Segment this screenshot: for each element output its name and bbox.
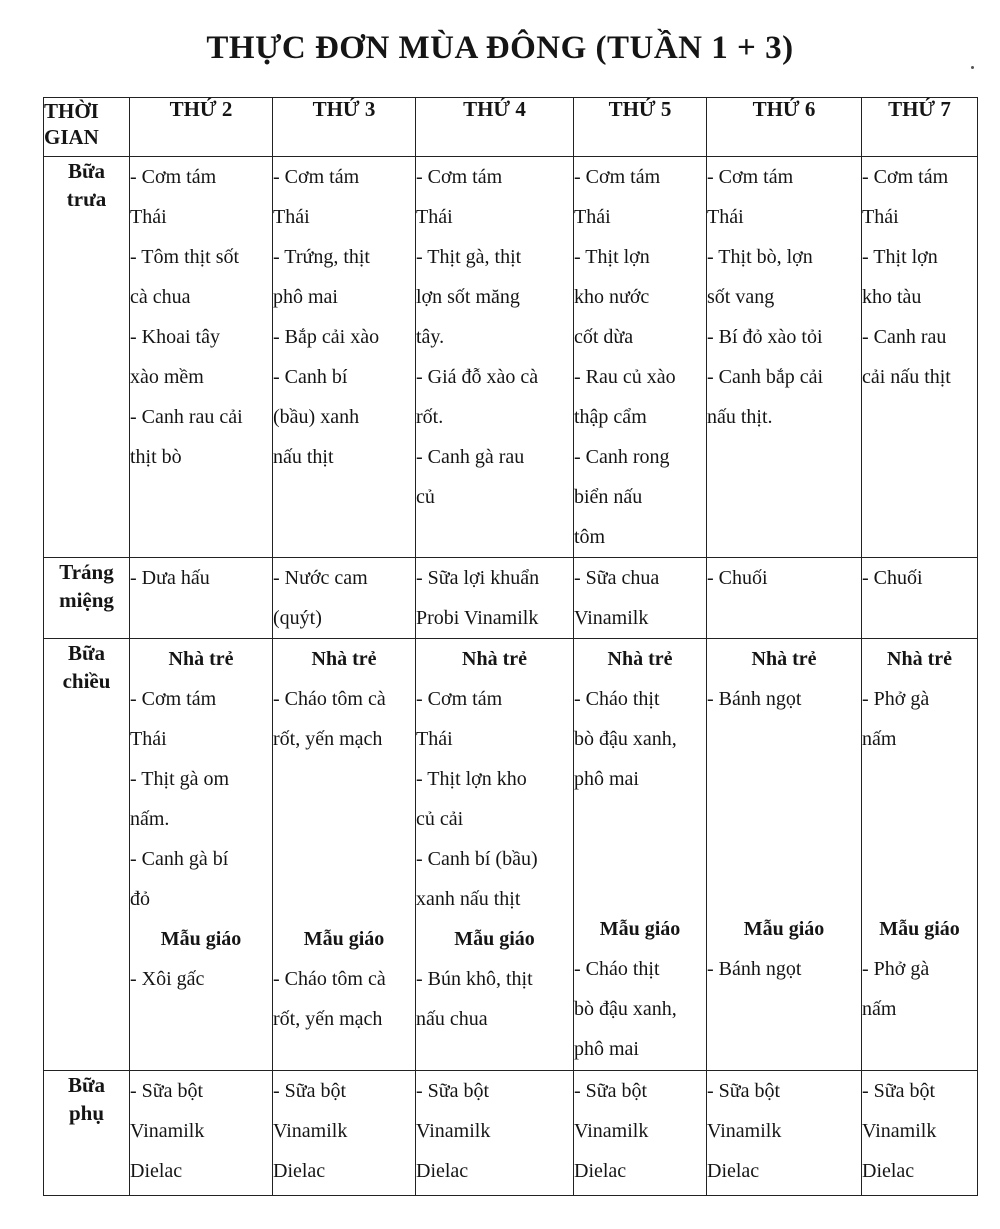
- menu-line: - Rau củ xào: [574, 366, 676, 388]
- menu-line: Thái: [862, 206, 899, 228]
- afternoon-thursday: [574, 639, 707, 1071]
- menu-line: - Khoai tây: [130, 326, 220, 348]
- lunch-thursday: [574, 157, 707, 558]
- menu-line: Vinamilk: [862, 1120, 937, 1142]
- menu-line: - Canh bí (bầu): [416, 848, 538, 870]
- menu-line: - Canh gà rau: [416, 446, 525, 468]
- afternoon-saturday: [862, 639, 978, 1071]
- menu-line: - Canh bí: [273, 366, 348, 388]
- menu-line: Thái: [130, 206, 167, 228]
- header-tuesday: THỨ 3: [273, 98, 416, 157]
- menu-line: Vinamilk: [130, 1120, 205, 1142]
- group-gap: [574, 799, 706, 909]
- menu-line: tây.: [416, 326, 445, 348]
- menu-line: Vinamilk: [707, 1120, 782, 1142]
- menu-line: nấu thịt.: [707, 406, 773, 428]
- menu-line: bò đậu xanh,: [574, 728, 677, 750]
- meal-label-line: chiều: [62, 669, 111, 693]
- menu-line: thịt bò: [130, 446, 182, 468]
- snack-wednesday: [416, 1071, 574, 1196]
- menu-line: (bầu) xanh: [273, 406, 360, 428]
- menu-line: - Canh bắp cải: [707, 366, 824, 388]
- header-wednesday: THỨ 4: [416, 98, 574, 157]
- menu-line: - Sữa bột: [416, 1080, 490, 1102]
- menu-line: (quýt): [273, 607, 322, 629]
- nursery-label: Nhà trẻ: [607, 648, 673, 670]
- menu-line: phô mai: [574, 1038, 639, 1060]
- group-gap: [862, 759, 977, 909]
- menu-line: - Cơm tám: [130, 688, 217, 710]
- group-gap: [273, 759, 415, 919]
- menu-line: Dielac: [707, 1160, 760, 1182]
- lunch-friday: [707, 157, 862, 558]
- menu-line: - Cơm tám: [130, 166, 217, 188]
- menu-line: - Canh rong: [574, 446, 670, 468]
- menu-line: Thái: [273, 206, 310, 228]
- kindergarten-label: Mẫu giáo: [599, 918, 681, 940]
- menu-line: Thái: [130, 728, 167, 750]
- menu-line: rốt, yến mạch: [273, 728, 383, 750]
- row-lunch: [44, 157, 978, 558]
- menu-line: - Cháo tôm cà: [273, 968, 386, 990]
- header-time-line2: GIAN: [44, 125, 99, 149]
- menu-line: - Cơm tám: [273, 166, 360, 188]
- menu-line: - Sữa bột: [862, 1080, 936, 1102]
- menu-line: - Cháo thịt: [574, 958, 660, 980]
- nursery-label: Nhà trẻ: [887, 648, 952, 670]
- header-friday: THỨ 6: [707, 98, 862, 157]
- snack-monday: [130, 1071, 273, 1196]
- nursery-label: Nhà trẻ: [462, 648, 527, 670]
- row-afternoon: [44, 639, 978, 1071]
- menu-line: - Cơm tám: [862, 166, 949, 188]
- header-saturday: THỨ 7: [862, 98, 978, 157]
- menu-line: - Cháo tôm cà: [273, 688, 386, 710]
- menu-line: nấm: [862, 998, 897, 1020]
- menu-line: - Cơm tám: [416, 166, 503, 188]
- menu-line: Dielac: [130, 1160, 183, 1182]
- meal-label-line: Bữa: [67, 641, 106, 665]
- meal-label-line: Bữa: [67, 159, 106, 183]
- menu-line: xào mềm: [130, 366, 204, 388]
- group-gap: [707, 719, 861, 909]
- menu-line: - Thịt lợn: [574, 246, 650, 268]
- menu-line: - Bún khô, thịt: [416, 968, 533, 990]
- menu-line: nấu thịt: [273, 446, 334, 468]
- header-monday: THỨ 2: [130, 98, 273, 157]
- snack-saturday: [862, 1071, 978, 1196]
- menu-line: củ cải: [416, 808, 464, 830]
- menu-line: - Canh rau cải: [130, 406, 243, 428]
- menu-line: Thái: [574, 206, 611, 228]
- menu-line: Thái: [416, 728, 453, 750]
- menu-line: kho tàu: [862, 286, 922, 308]
- meal-label-snack: [44, 1071, 130, 1196]
- snack-thursday: [574, 1071, 707, 1196]
- menu-line: - Sữa chua: [574, 567, 660, 589]
- menu-line: rốt.: [416, 406, 444, 428]
- header-time-line1: THỜI: [44, 99, 99, 123]
- menu-line: - Trứng, thịt: [273, 246, 370, 268]
- scan-speck: [971, 66, 974, 69]
- menu-line: Dielac: [416, 1160, 469, 1182]
- meal-label-line: Bữa: [67, 1073, 106, 1097]
- menu-line: Vinamilk: [416, 1120, 491, 1142]
- menu-line: - Cơm tám: [416, 688, 503, 710]
- menu-line: nấm.: [130, 808, 170, 830]
- menu-line: - Bí đỏ xào tỏi: [707, 326, 823, 348]
- menu-line: phô mai: [574, 768, 639, 790]
- nursery-label: Nhà trẻ: [751, 648, 817, 670]
- dessert-saturday: [862, 558, 978, 639]
- menu-line: đỏ: [130, 888, 150, 910]
- menu-line: - Cháo thịt: [574, 688, 660, 710]
- menu-line: - Bánh ngọt: [707, 688, 802, 710]
- lunch-monday: [130, 157, 273, 558]
- menu-line: nấu chua: [416, 1008, 488, 1030]
- menu-line: - Thịt gà, thịt: [416, 246, 522, 268]
- meal-label-line: trưa: [66, 187, 107, 211]
- meal-label-afternoon: [44, 639, 130, 1071]
- menu-line: - Thịt gà om: [130, 768, 230, 790]
- dessert-monday: [130, 558, 273, 639]
- meal-label-dessert: [44, 558, 130, 639]
- menu-line: bò đậu xanh,: [574, 998, 677, 1020]
- meal-label-line: phụ: [68, 1101, 105, 1125]
- menu-line: - Bánh ngọt: [707, 958, 802, 980]
- nursery-label: Nhà trẻ: [311, 648, 377, 670]
- menu-line: - Thịt lợn kho: [416, 768, 527, 790]
- menu-line: rốt, yến mạch: [273, 1008, 383, 1030]
- menu-line: biển nấu: [574, 486, 643, 508]
- menu-line: Dielac: [862, 1160, 915, 1182]
- menu-line: Thái: [416, 206, 453, 228]
- menu-line: Dielac: [574, 1160, 627, 1182]
- menu-line: Vinamilk: [574, 607, 649, 629]
- afternoon-friday: [707, 639, 862, 1071]
- menu-line: - Dưa hấu: [130, 567, 210, 589]
- meal-label-line: Tráng: [59, 560, 114, 584]
- menu-line: - Chuối: [862, 567, 923, 589]
- kindergarten-label: Mẫu giáo: [743, 918, 825, 940]
- snack-friday: [707, 1071, 862, 1196]
- menu-line: Vinamilk: [273, 1120, 348, 1142]
- menu-line: - Canh rau: [862, 326, 947, 348]
- meal-label-lunch: [44, 157, 130, 558]
- menu-line: Dielac: [273, 1160, 326, 1182]
- menu-line: - Sữa bột: [574, 1080, 648, 1102]
- menu-line: - Bắp cải xào: [273, 326, 380, 348]
- menu-line: cà chua: [130, 286, 191, 308]
- menu-line: Vinamilk: [574, 1120, 649, 1142]
- menu-line: - Nước cam: [273, 567, 368, 589]
- lunch-wednesday: [416, 157, 574, 558]
- menu-line: - Tôm thịt sốt: [130, 246, 240, 268]
- header-thursday: THỨ 5: [574, 98, 707, 157]
- afternoon-wednesday: [416, 639, 574, 1071]
- menu-line: củ: [416, 486, 435, 508]
- menu-line: - Thịt bò, lợn: [707, 246, 813, 268]
- menu-line: kho nước: [574, 286, 650, 308]
- menu-line: sốt vang: [707, 286, 775, 308]
- menu-line: tôm: [574, 526, 606, 548]
- row-snack: [44, 1071, 978, 1196]
- header-time: [44, 98, 130, 157]
- menu-line: - Giá đỗ xào cà: [416, 366, 539, 388]
- nursery-label: Nhà trẻ: [168, 648, 234, 670]
- menu-line: cốt dừa: [574, 326, 634, 348]
- meal-label-line: miệng: [59, 588, 114, 612]
- kindergarten-label: Mẫu giáo: [303, 928, 385, 950]
- page-title: THỰC ĐƠN MÙA ĐÔNG (TUẦN 1 + 3): [206, 30, 794, 66]
- menu-line: nấm: [862, 728, 897, 750]
- lunch-tuesday: [273, 157, 416, 558]
- dessert-tuesday: [273, 558, 416, 639]
- menu-line: - Sữa lợi khuẩn: [416, 567, 540, 589]
- dessert-thursday: [574, 558, 707, 639]
- afternoon-monday: [130, 639, 273, 1071]
- menu-line: - Sữa bột: [707, 1080, 781, 1102]
- snack-tuesday: [273, 1071, 416, 1196]
- kindergarten-label: Mẫu giáo: [454, 928, 535, 950]
- menu-line: - Xôi gấc: [130, 968, 205, 990]
- menu-line: - Phở gà: [862, 958, 930, 980]
- menu-line: - Canh gà bí: [130, 848, 229, 870]
- menu-line: - Phở gà: [862, 688, 930, 710]
- menu-line: lợn sốt măng: [416, 286, 520, 308]
- kindergarten-label: Mẫu giáo: [160, 928, 242, 950]
- menu-line: thập cẩm: [574, 406, 647, 428]
- kindergarten-label: Mẫu giáo: [879, 918, 960, 940]
- menu-line: - Cơm tám: [574, 166, 661, 188]
- row-dessert: [44, 558, 978, 639]
- menu-line: phô mai: [273, 286, 338, 308]
- menu-line: Probi Vinamilk: [416, 607, 539, 629]
- dessert-wednesday: [416, 558, 574, 639]
- lunch-saturday: [862, 157, 978, 558]
- header-row: [44, 98, 978, 157]
- menu-line: - Sữa bột: [130, 1080, 204, 1102]
- menu-line: - Sữa bột: [273, 1080, 347, 1102]
- menu-line: - Cơm tám: [707, 166, 794, 188]
- menu-line: - Chuối: [707, 567, 768, 589]
- menu-table: [43, 97, 978, 1196]
- dessert-friday: [707, 558, 862, 639]
- menu-line: - Thịt lợn: [862, 246, 938, 268]
- afternoon-tuesday: [273, 639, 416, 1071]
- menu-line: Thái: [707, 206, 744, 228]
- menu-line: xanh nấu thịt: [416, 888, 521, 910]
- menu-line: cải nấu thịt: [862, 366, 951, 388]
